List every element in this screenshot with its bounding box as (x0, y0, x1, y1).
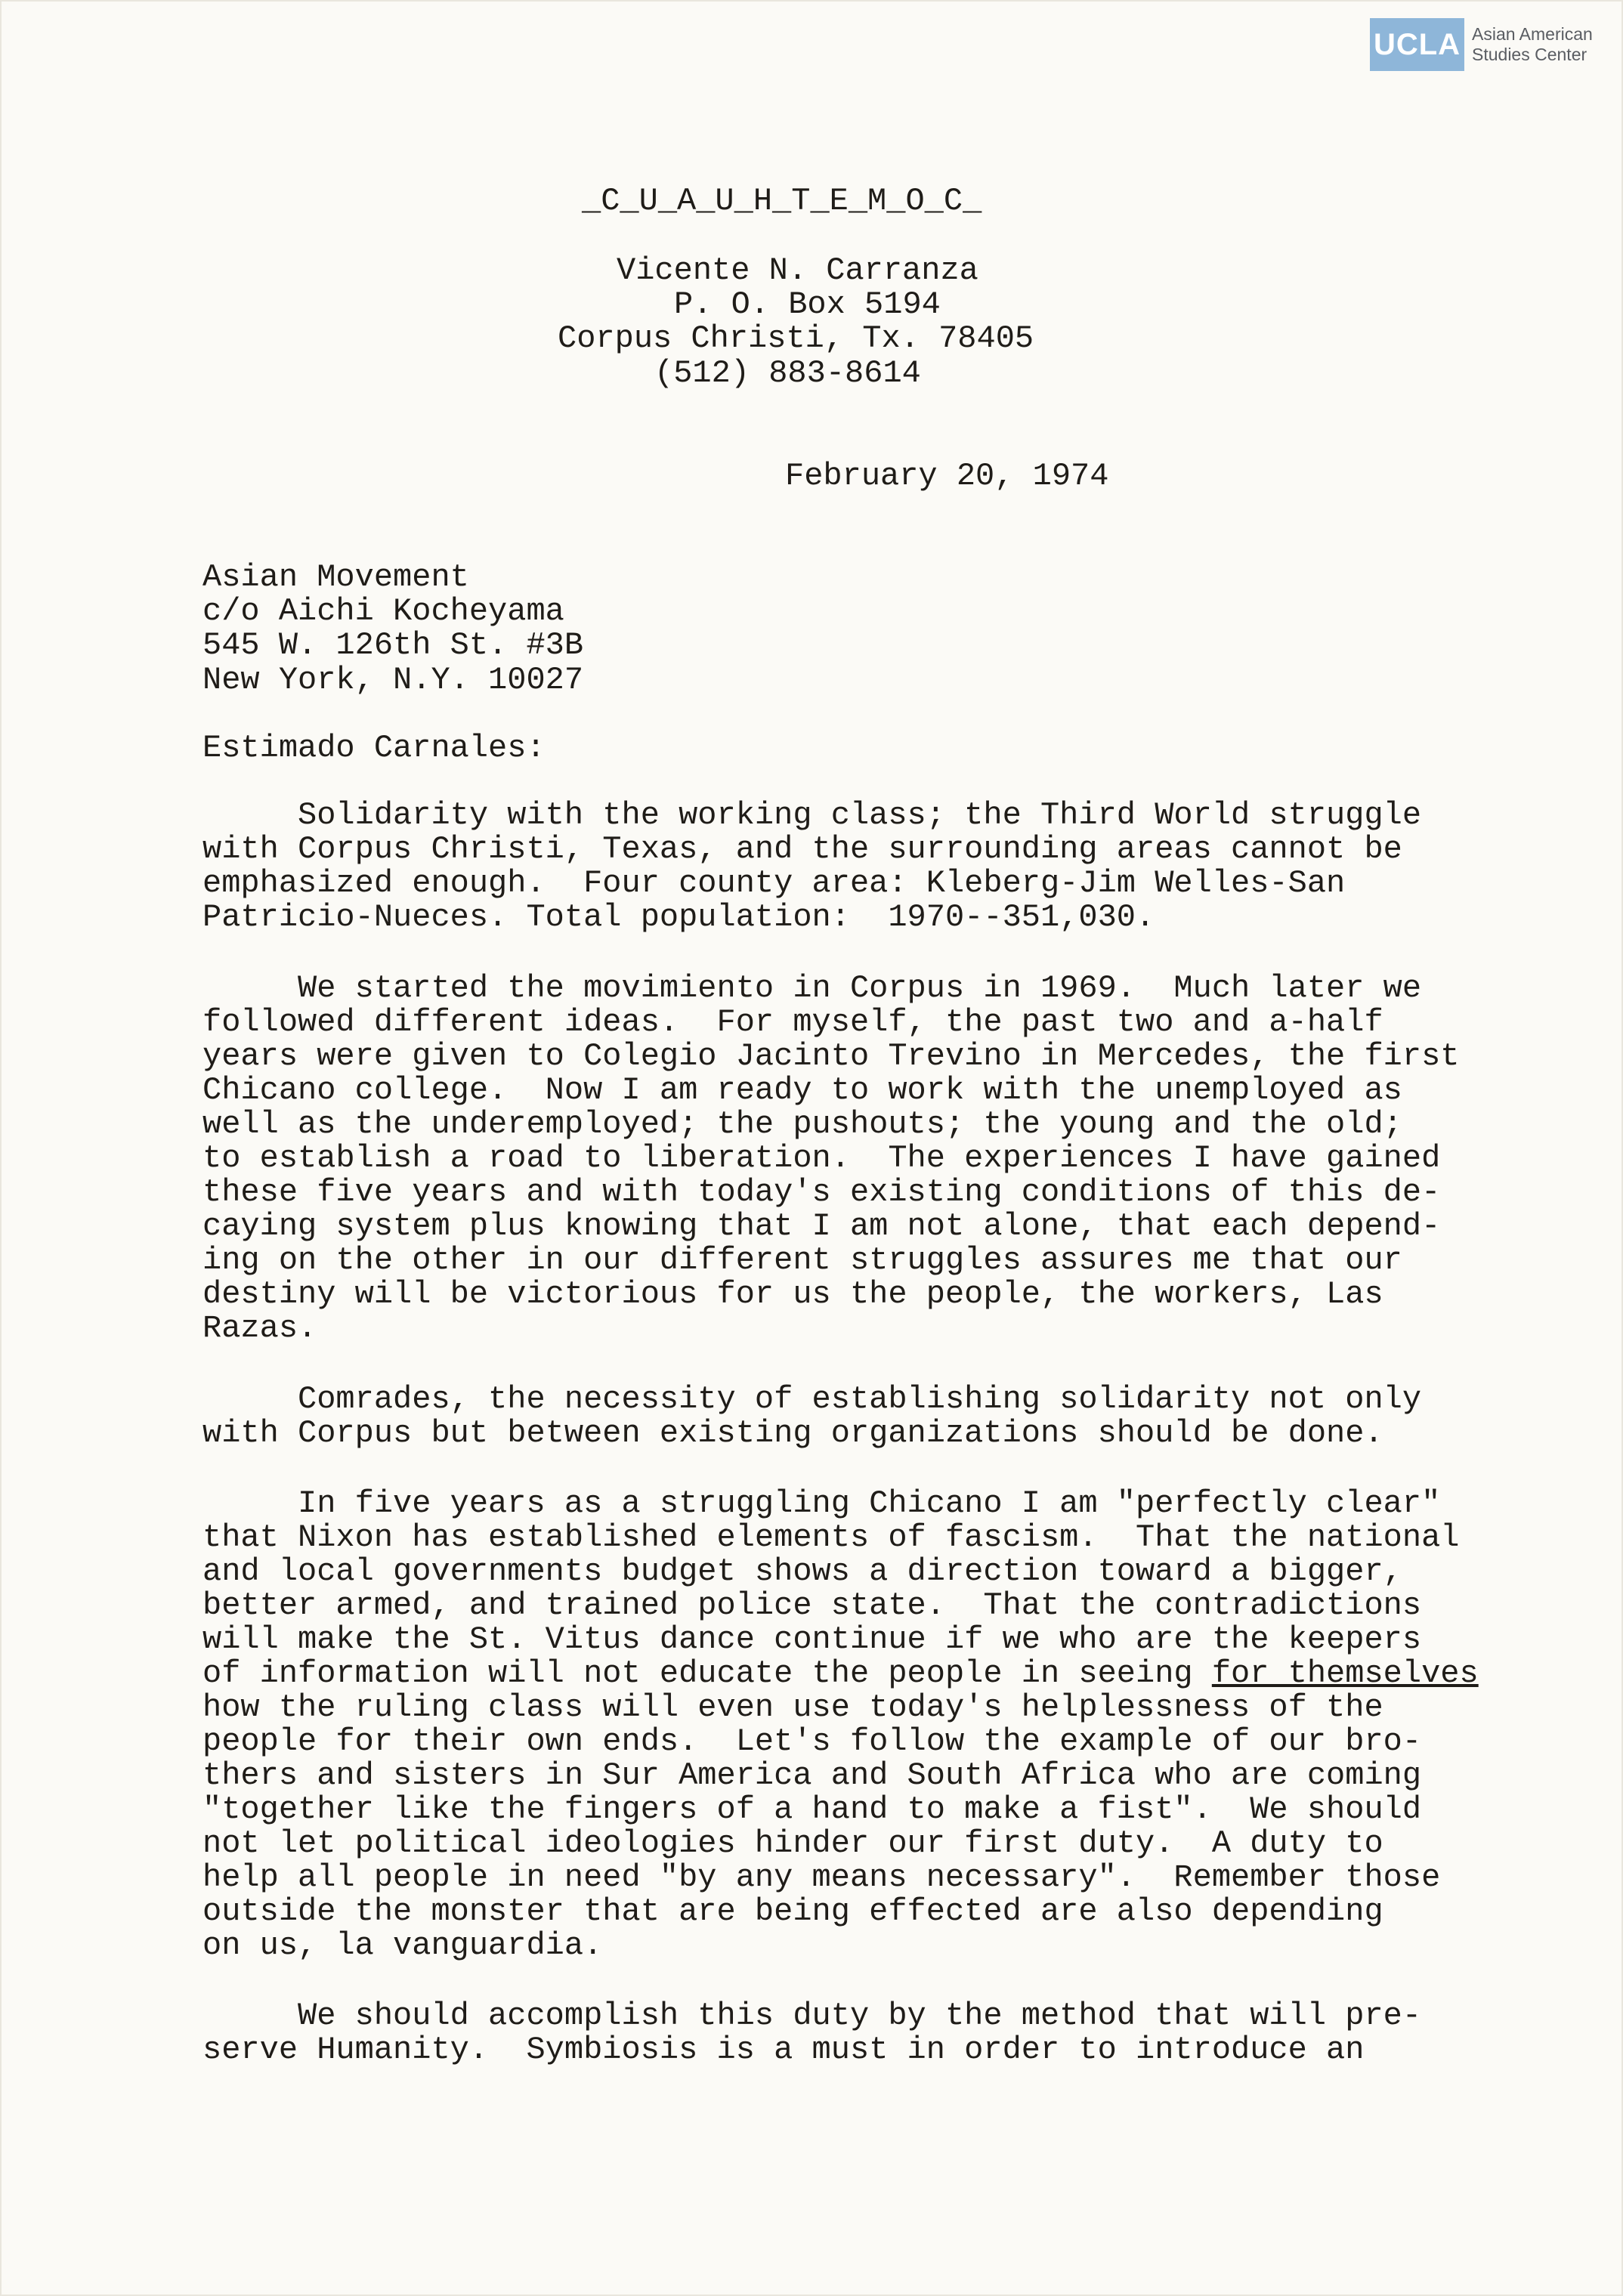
body-line: Patricio-Nueces. Total population: 1970--351,030. (202, 899, 1155, 935)
letter-date: February 20, 1974 (785, 458, 1109, 494)
ucla-aasc-logo (1370, 18, 1606, 71)
body-line: We started the movimiento in Corpus in 1969. Much later we (202, 970, 1422, 1006)
sender-phone: (512) 883-8614 (654, 355, 921, 391)
body-line: on us, la vanguardia. (202, 1927, 603, 1964)
logo-caption (1472, 24, 1593, 65)
body-line: well as the underemployed; the pushouts; the young and the old; (202, 1106, 1402, 1142)
recipient-line-1: Asian Movement (202, 559, 469, 595)
logo-line-1: Asian American (1472, 24, 1593, 44)
letterhead-title: _C_U_A_U_H_T_E_M_O_C_ (582, 183, 982, 219)
body-line: Razas. (202, 1310, 317, 1346)
body-line-prefix: of information will not educate the people in seeing (202, 1655, 1212, 1692)
body-line: with Corpus Christi, Texas, and the surrounding areas cannot be (202, 831, 1402, 867)
body-line: "together like the fingers of a hand to make a fist". We should (202, 1791, 1422, 1828)
body-line: followed different ideas. For myself, the past two and a-half (202, 1004, 1383, 1040)
body-line: not let political ideologies hinder our first duty. A duty to (202, 1825, 1383, 1862)
body-line-with-underline (202, 1657, 1479, 1690)
body-line: Solidarity with the working class; the Third World struggle (202, 797, 1422, 833)
sender-city: Corpus Christi, Tx. 78405 (558, 320, 1034, 357)
body-line: will make the St. Vitus dance continue if we who are the keepers (202, 1621, 1422, 1658)
logo-line-2: Studies Center (1472, 45, 1587, 64)
body-line: and local governments budget shows a direction toward a bigger, (202, 1553, 1402, 1590)
body-line: outside the monster that are being effected are also depending (202, 1893, 1383, 1930)
body-line: better armed, and trained police state. That the contradictions (202, 1587, 1422, 1624)
body-line: to establish a road to liberation. The experiences I have gained (202, 1140, 1441, 1176)
body-line: ing on the other in our different struggles assures me that our (202, 1242, 1402, 1278)
body-line: years were given to Colegio Jacinto Trevino in Mercedes, the first (202, 1038, 1460, 1074)
body-line: destiny will be victorious for us the people, the workers, Las (202, 1276, 1383, 1312)
sender-name: Vicente N. Carranza (617, 252, 978, 289)
body-line: We should accomplish this duty by the method that will pre- (202, 1998, 1422, 2034)
body-line: people for their own ends. Let's follow the example of our bro- (202, 1723, 1422, 1760)
salutation: Estimado Carnales: (202, 730, 546, 766)
body-line: that Nixon has established elements of fascism. That the national (202, 1519, 1460, 1556)
recipient-line-4: New York, N.Y. 10027 (202, 662, 584, 698)
body-line: thers and sisters in Sur America and South Africa who are coming (202, 1757, 1422, 1794)
recipient-line-2: c/o Aichi Kocheyama (202, 593, 564, 629)
underlined-emphasis: for themselves (1211, 1655, 1479, 1692)
body-line: emphasized enough. Four county area: Kleberg-Jim Welles-San (202, 865, 1346, 901)
body-line: these five years and with today's existing conditions of this de- (202, 1174, 1441, 1210)
recipient-line-3: 545 W. 126th St. #3B (202, 627, 584, 663)
body-line: caying system plus knowing that I am not alone, that each depend- (202, 1208, 1441, 1244)
body-line: In five years as a struggling Chicano I am "perfectly clear" (202, 1485, 1441, 1522)
ucla-logo-badge: UCLA (1370, 18, 1464, 71)
body-line: Comrades, the necessity of establishing solidarity not only (202, 1381, 1422, 1417)
body-line: help all people in need "by any means necessary". Remember those (202, 1859, 1441, 1896)
body-line: Chicano college. Now I am ready to work with the unemployed as (202, 1072, 1402, 1108)
body-line: how the ruling class will even use today's helplessness of the (202, 1689, 1383, 1726)
body-line: with Corpus but between existing organizations should be done. (202, 1415, 1383, 1451)
body-line: serve Humanity. Symbiosis is a must in order to introduce an (202, 2032, 1365, 2068)
sender-po-box: P. O. Box 5194 (674, 286, 941, 323)
